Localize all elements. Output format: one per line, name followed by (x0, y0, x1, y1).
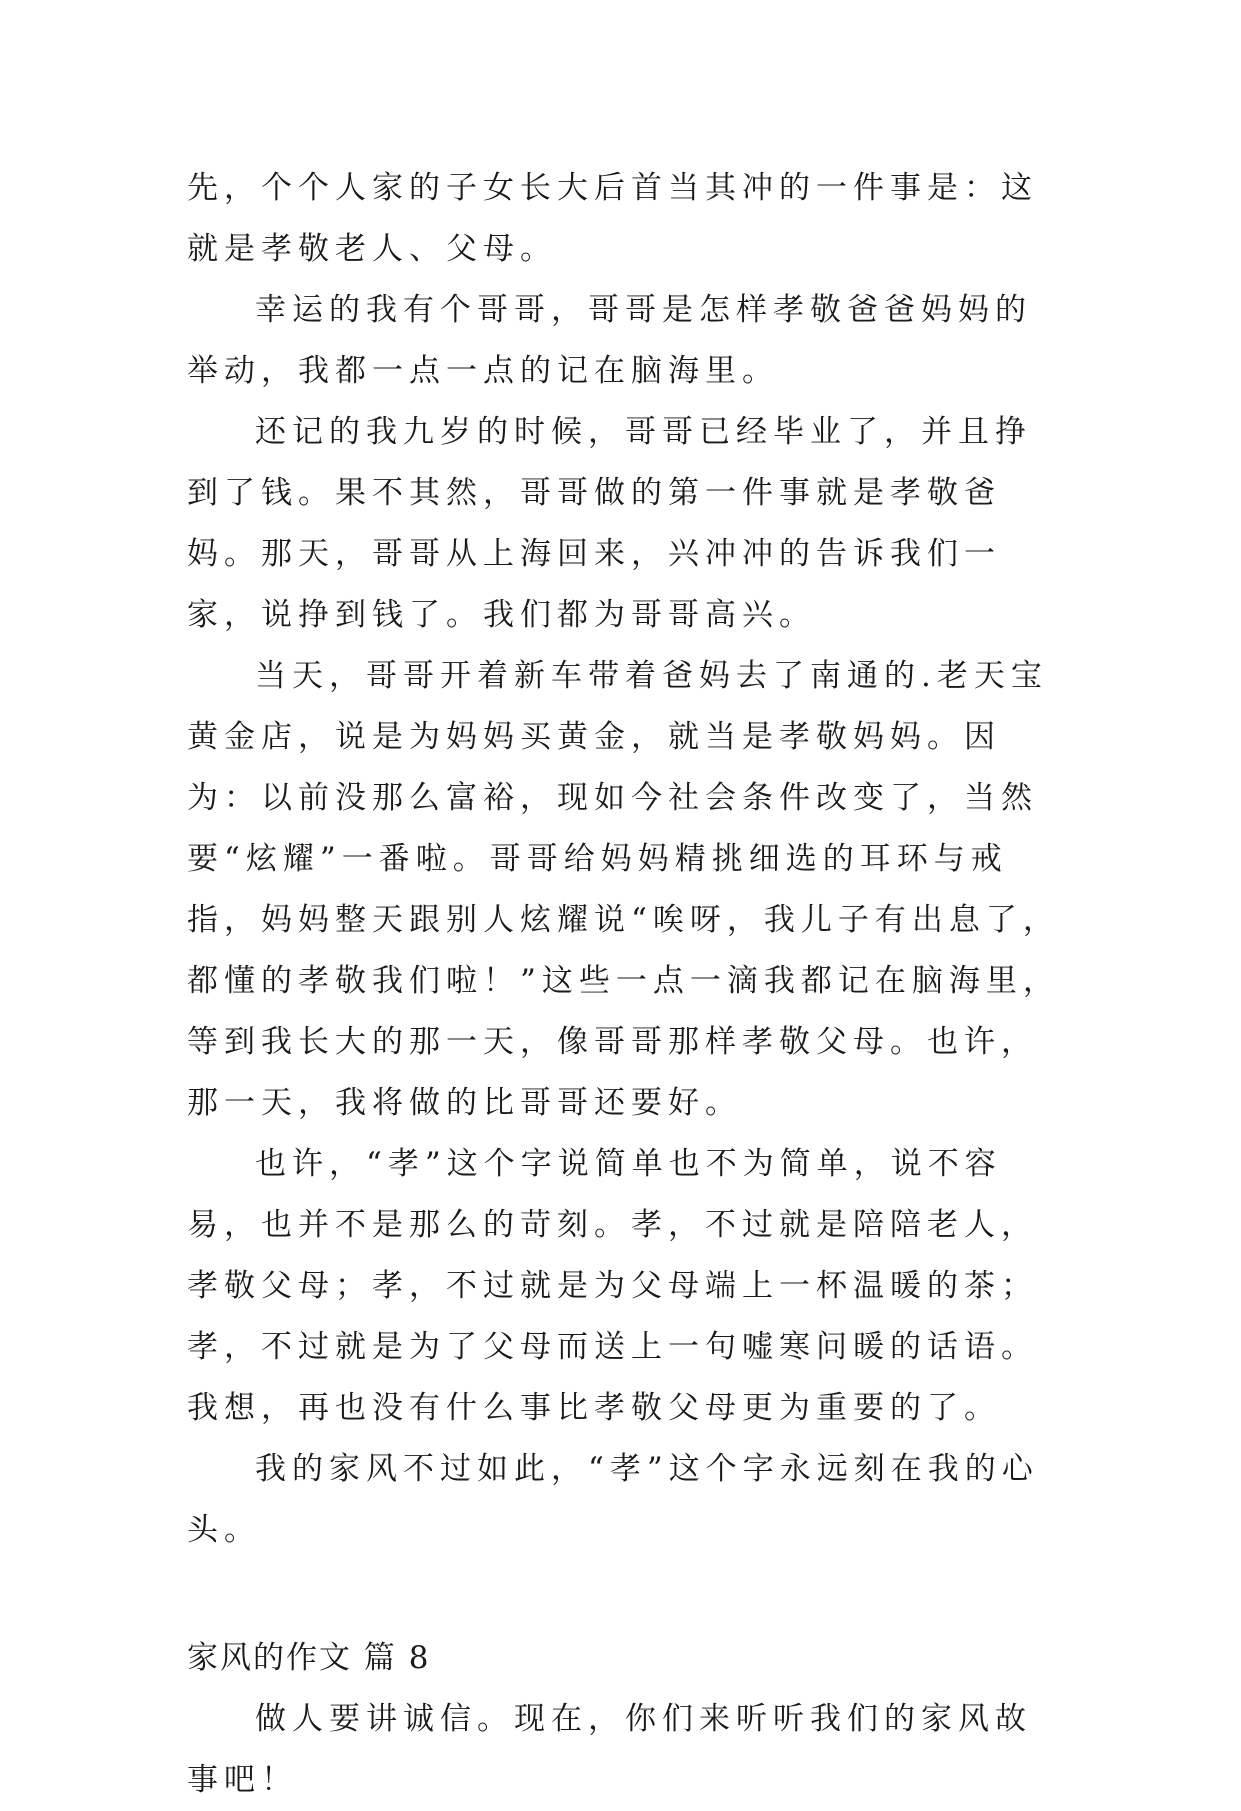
document-body (187, 158, 1067, 1811)
section-heading: 家风的作文 篇 8 (187, 1640, 431, 1676)
paragraph-3: 还记的我九岁的时候，哥哥已经毕业了，并且挣到了钱。果不其然，哥哥做的第一件事就是孝敬爸妈。那天，哥哥从上海回来，兴冲冲的告诉我们一家，说挣到钱了。我们都为哥哥高兴。 (187, 414, 1032, 633)
paragraph-6: 我的家风不过如此，“孝”这个字永远刻在我的心头。 (187, 1451, 1039, 1548)
section-paragraph-1: 做人要讲诚信。现在，你们来听听我们的家风故事吧！ (187, 1701, 1032, 1798)
paragraph-2: 幸运的我有个哥哥，哥哥是怎样孝敬爸爸妈妈的举动，我都一点一点的记在脑海里。 (187, 292, 1032, 389)
paragraph-5: 也许，“孝”这个字说简单也不为简单，说不容易，也并不是那么的苛刻。孝，不过就是陪陪老人，孝敬父母；孝，不过就是为父母端上一杯温暖的茶；孝，不过就是为了父母而送上一句嘘寒问暖的话语。我想，再也没有什么事比孝敬父母更为重要的了。 (187, 1146, 1038, 1426)
paragraph-1: 先，个个人家的子女长大后首当其冲的一件事是：这就是孝敬老人、父母。 (187, 170, 1038, 267)
paragraph-4: 当天，哥哥开着新车带着爸妈去了南通的.老天宝黄金店，说是为妈妈买黄金，就当是孝敬妈妈。因为：以前没那么富裕，现如今社会条件改变了，当然要“炫耀”一番啦。哥哥给妈妈精挑细选的耳环与戒指，妈妈整天跟别人炫耀说“唉呀，我儿子有出息了，都懂的孝敬我们啦！”这些一点一滴我都记在脑海里，等到我长大的那一天，像哥哥那样孝敬父母。也许，那一天，我将做的比哥哥还要好。 (187, 658, 1060, 1121)
